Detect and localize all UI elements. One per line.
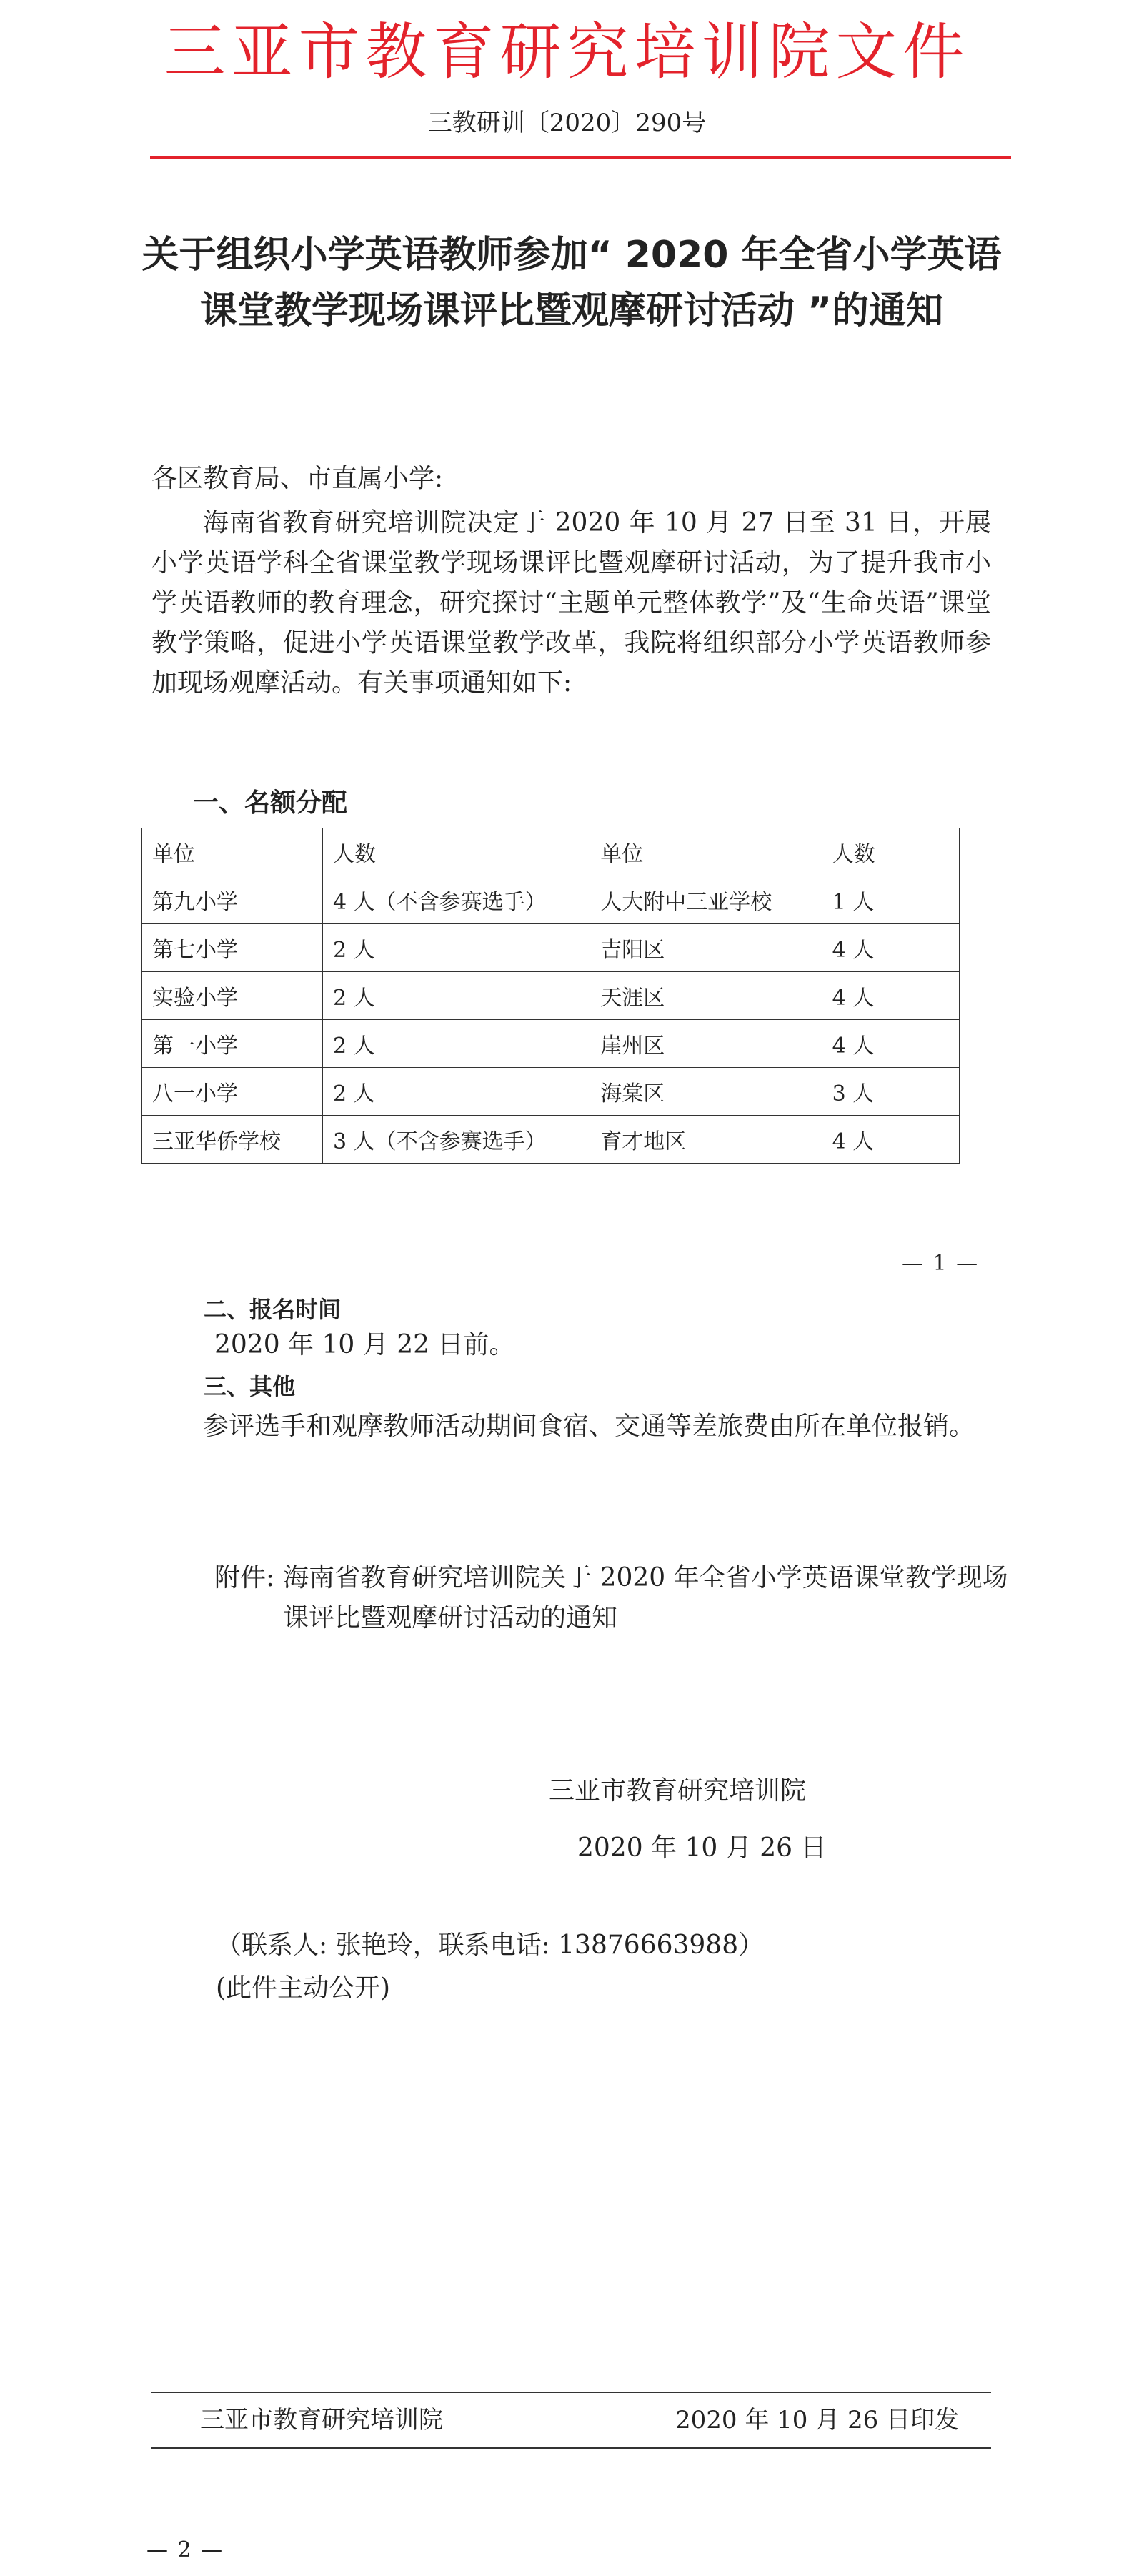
- signature-date: 2020 年 10 月 26 日: [577, 1833, 827, 1863]
- section-heading-quota: 一、名额分配: [193, 788, 348, 818]
- header-red-rule: [150, 156, 1011, 159]
- intro-paragraph: 海南省教育研究培训院决定于 2020 年 10 月 27 日至 31 日，开展小学英语学科全省课堂教学现场课评比暨观摩研讨活动，为了提升我市小学英语教师的教育理念，研究探讨“主题单元整体教学”及“生命英语”课堂教学策略，促进小学英语课堂教学改革，我院将组织部分小学英语教师参加现场观摩活动。有关事项通知如下:: [151, 508, 991, 698]
- table-row: [142, 1020, 960, 1068]
- table-cell: 实验小学: [142, 972, 323, 1020]
- table-header-cell: 单位: [590, 828, 822, 876]
- table-cell: 第九小学: [142, 876, 323, 924]
- salutation: 各区教育局、市直属小学:: [151, 464, 444, 493]
- table-cell: 4 人: [822, 1116, 959, 1164]
- document-number: 三教研训〔2020〕290号: [427, 109, 707, 137]
- section-heading-other: 三、其他: [204, 1373, 296, 1400]
- table-cell: 3 人: [822, 1068, 959, 1116]
- attachment-block: [214, 1558, 1015, 1638]
- table-cell: 三亚华侨学校: [142, 1116, 323, 1164]
- registration-deadline: 2020 年 10 月 22 日前。: [214, 1330, 515, 1359]
- table-header-cell: 人数: [322, 828, 590, 876]
- footer-print-date: 2020 年 10 月 26 日印发: [675, 2406, 960, 2434]
- table-cell: 崖州区: [590, 1020, 822, 1068]
- document-header-title: 三亚市教育研究培训院文件: [164, 16, 970, 88]
- section-heading-registration: 二、报名时间: [204, 1296, 342, 1323]
- table-cell: 4 人（不含参赛选手）: [322, 876, 590, 924]
- table-cell: 2 人: [322, 1068, 590, 1116]
- signature-organization: 三亚市教育研究培训院: [549, 1776, 807, 1805]
- table-cell: 1 人: [822, 876, 959, 924]
- table-cell: 2 人: [322, 972, 590, 1020]
- page-number-2: — 2 —: [146, 2537, 224, 2562]
- table-header-cell: 单位: [142, 828, 323, 876]
- page-number-1: — 1 —: [902, 1251, 980, 1276]
- table-cell: 吉阳区: [590, 924, 822, 972]
- table-row: [142, 1116, 960, 1164]
- table-cell: 2 人: [322, 1020, 590, 1068]
- expenses-paragraph: 参评选手和观摩教师活动期间食宿、交通等差旅费由所在单位报销。: [203, 1412, 975, 1441]
- table-cell: 4 人: [822, 972, 959, 1020]
- table-header-cell: 人数: [822, 828, 959, 876]
- attachment-text: 海南省教育研究培训院关于 2020 年全省小学英语课堂教学现场课评比暨观摩研讨活动的通知: [283, 1563, 1008, 1633]
- document-title: 关于组织小学英语教师参加“ 2020 年全省小学英语课堂教学现场课评比暨观摩研讨活动 ”的通知: [141, 234, 1002, 332]
- table-cell: 第七小学: [142, 924, 323, 972]
- quota-table: [141, 828, 960, 1164]
- table-row: [142, 876, 960, 924]
- table-row: [142, 972, 960, 1020]
- table-cell: 海棠区: [590, 1068, 822, 1116]
- table-cell: 育才地区: [590, 1116, 822, 1164]
- table-cell: 八一小学: [142, 1068, 323, 1116]
- footer-organization: 三亚市教育研究培训院: [200, 2406, 443, 2434]
- table-cell: 天涯区: [590, 972, 822, 1020]
- footer-rule-top: [151, 2392, 991, 2393]
- public-disclosure-note: (此件主动公开): [216, 1973, 391, 2003]
- table-row: [142, 1068, 960, 1116]
- table-cell: 4 人: [822, 1020, 959, 1068]
- table-cell: 人大附中三亚学校: [590, 876, 822, 924]
- table-cell: 第一小学: [142, 1020, 323, 1068]
- table-cell: 3 人（不含参赛选手）: [322, 1116, 590, 1164]
- contact-info: （联系人: 张艳玲，联系电话: 13876663988）: [216, 1931, 765, 1960]
- attachment-label: 附件:: [214, 1563, 275, 1592]
- table-cell: 2 人: [322, 924, 590, 972]
- table-header-row: [142, 828, 960, 876]
- footer-rule-bottom: [151, 2447, 991, 2449]
- table-row: [142, 924, 960, 972]
- table-cell: 4 人: [822, 924, 959, 972]
